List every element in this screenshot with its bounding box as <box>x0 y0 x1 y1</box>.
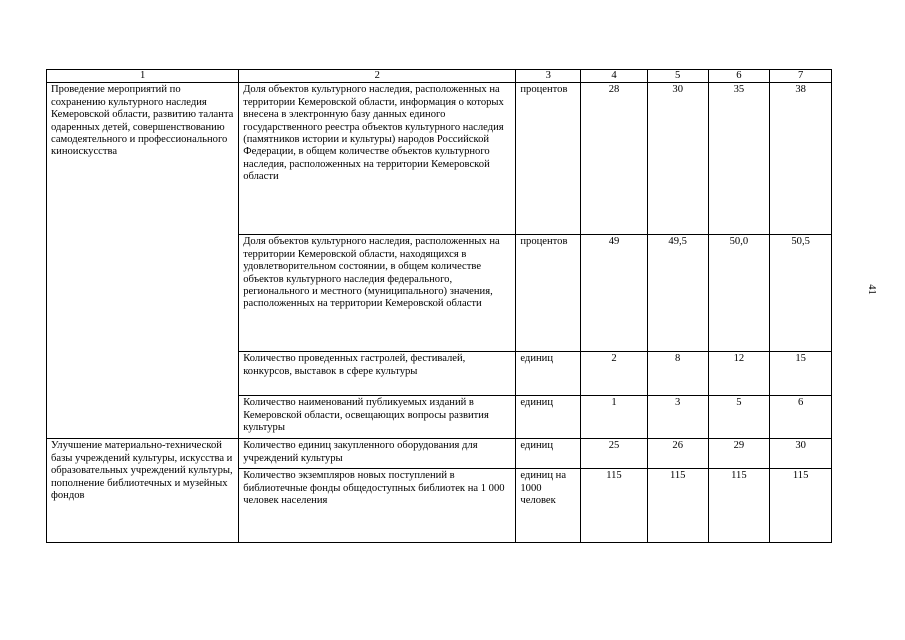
measure-cell: Проведение мероприятий по сохранению культурного наследия Кемеровской области, развитию таланта одаренных детей, совершенствованию самодеятельного и профессионального киноискусства <box>47 83 239 439</box>
column-number: 7 <box>770 70 832 83</box>
unit-cell: процентов <box>516 83 581 235</box>
value-cell: 30 <box>647 83 708 235</box>
value-cell: 50,0 <box>708 235 770 352</box>
indicator-cell: Количество экземпляров новых поступлений в библиотечные фонды общедоступных библиотек на 1 000 человек населения <box>239 469 516 543</box>
value-cell: 15 <box>770 352 832 396</box>
value-cell: 49 <box>581 235 648 352</box>
unit-cell: единиц <box>516 352 581 396</box>
column-number: 2 <box>239 70 516 83</box>
indicator-cell: Доля объектов культурного наследия, расположенных на территории Кемеровской области, находящихся в удовлетворительном состоянии, в общем количестве объектов культурного наследия федерального, регионального и местного (муниципального) значения, расположенных на территории Кемеровской области <box>239 235 516 352</box>
indicator-cell: Количество проведенных гастролей, фестивалей, конкурсов, выставок в сфере культуры <box>239 352 516 396</box>
column-number: 6 <box>708 70 770 83</box>
value-cell: 12 <box>708 352 770 396</box>
column-number: 4 <box>581 70 648 83</box>
column-number: 3 <box>516 70 581 83</box>
indicator-cell: Количество единиц закупленного оборудования для учреждений культуры <box>239 439 516 469</box>
page-number: 41 <box>865 284 877 295</box>
column-number-row <box>47 70 832 83</box>
value-cell: 50,5 <box>770 235 832 352</box>
value-cell: 26 <box>647 439 708 469</box>
unit-cell: процентов <box>516 235 581 352</box>
value-cell: 115 <box>708 469 770 543</box>
value-cell: 25 <box>581 439 648 469</box>
value-cell: 1 <box>581 396 648 439</box>
value-cell: 115 <box>770 469 832 543</box>
indicator-cell: Количество наименований публикуемых изданий в Кемеровской области, освещающих вопросы развития культуры <box>239 396 516 439</box>
table-row <box>47 439 832 469</box>
value-cell: 49,5 <box>647 235 708 352</box>
value-cell: 35 <box>708 83 770 235</box>
value-cell: 2 <box>581 352 648 396</box>
value-cell: 3 <box>647 396 708 439</box>
value-cell: 38 <box>770 83 832 235</box>
unit-cell: единиц <box>516 396 581 439</box>
value-cell: 115 <box>647 469 708 543</box>
value-cell: 30 <box>770 439 832 469</box>
unit-cell: единиц <box>516 439 581 469</box>
value-cell: 29 <box>708 439 770 469</box>
indicator-cell: Доля объектов культурного наследия, расположенных на территории Кемеровской области, информация о которых внесена в электронную базу данных единого государственного реестра объектов культурного наследия (памятников истории и культуры) народов Российской Федерации, в общем количестве объектов культурного наследия, расположенных на территории Кемеровской области <box>239 83 516 235</box>
table-row <box>47 83 832 235</box>
unit-cell: единиц на 1000 человек <box>516 469 581 543</box>
measure-cell: Улучшение материально-технической базы учреждений культуры, искусства и образовательных учреждений культуры, пополнение библиотечных и музейных фондов <box>47 439 239 543</box>
value-cell: 28 <box>581 83 648 235</box>
column-number: 1 <box>47 70 239 83</box>
value-cell: 115 <box>581 469 648 543</box>
column-number: 5 <box>647 70 708 83</box>
indicators-table <box>46 69 832 543</box>
value-cell: 6 <box>770 396 832 439</box>
value-cell: 8 <box>647 352 708 396</box>
value-cell: 5 <box>708 396 770 439</box>
